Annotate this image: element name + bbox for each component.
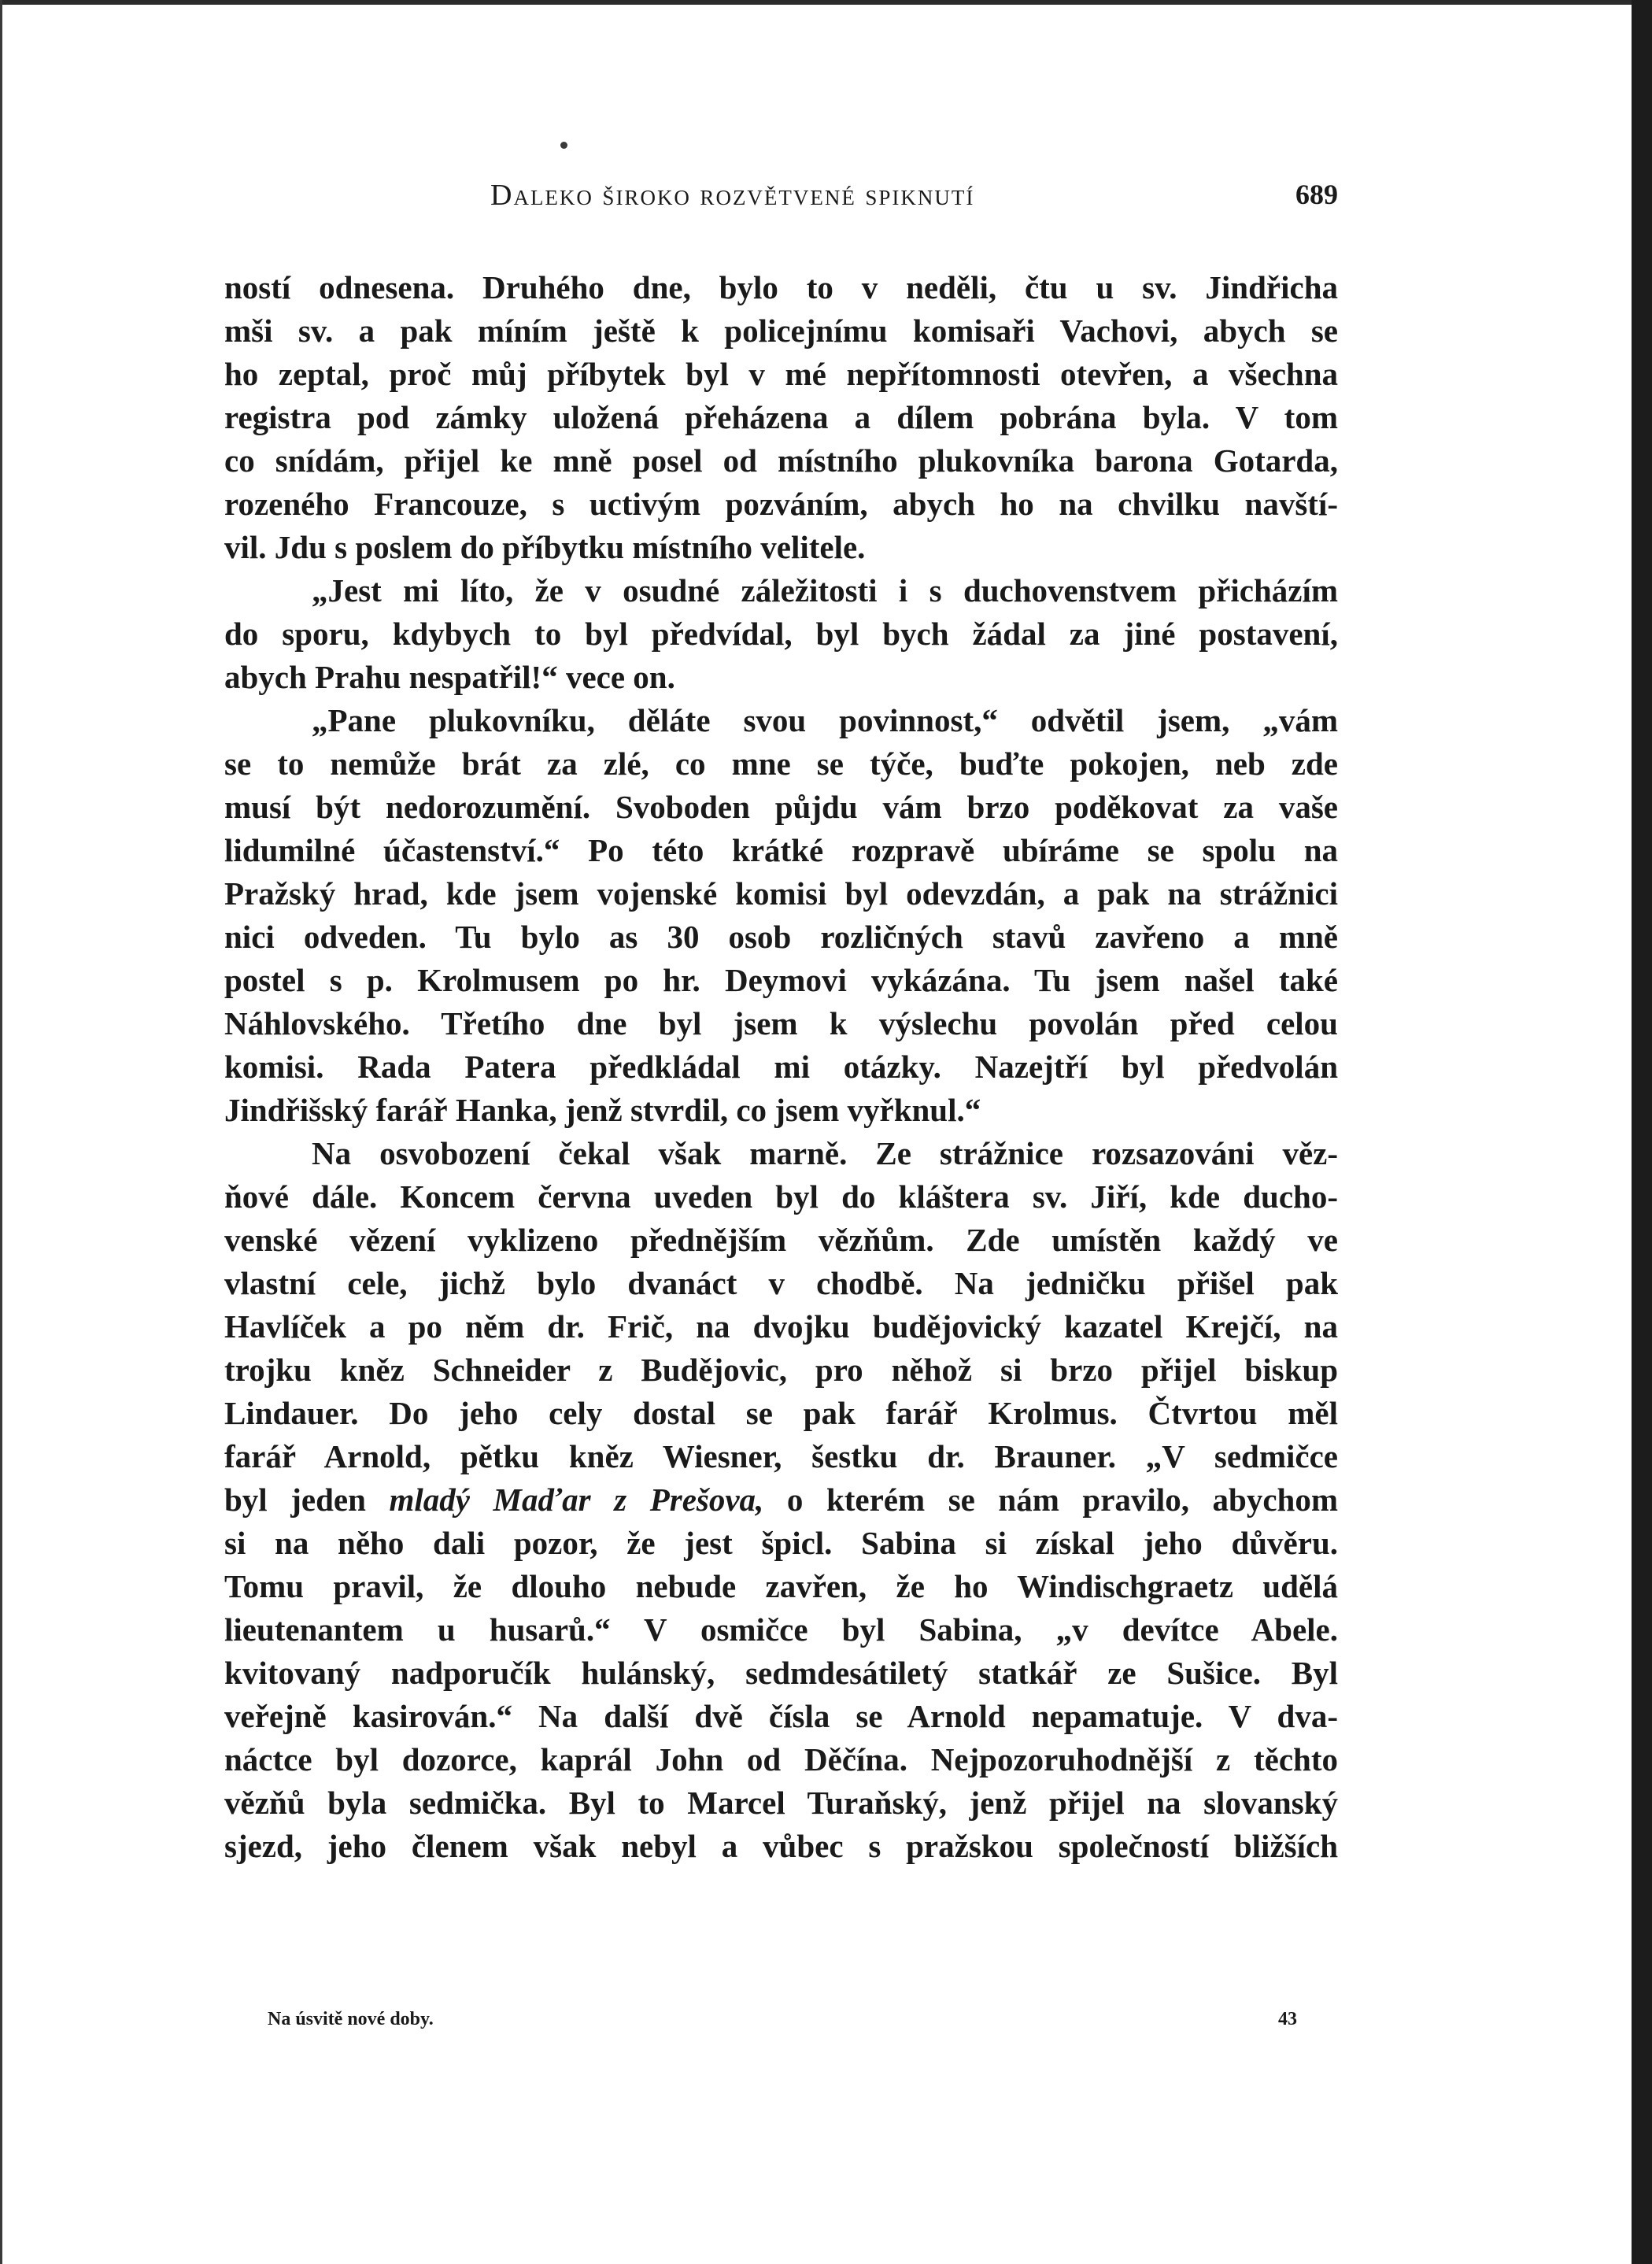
text-line: abych Prahu nespatřil!“ vece on. — [224, 659, 675, 695]
text-line: Náhlovského. Třetího dne byl jsem k výslechu povolán před celou — [224, 1005, 1338, 1041]
text-line: Tomu pravil, že dlouho nebude zavřen, že ho Windischgraetz udělá — [224, 1568, 1338, 1604]
running-head — [224, 178, 1338, 225]
text-line: registra pod zámky uložená přeházena a dílem pobrána byla. V tom — [224, 399, 1338, 435]
text-line: farář Arnold, pětku kněz Wiesner, šestku dr. Brauner. „V sedmičce — [224, 1438, 1338, 1474]
text-line: lieutenantem u husarů.“ V osmičce byl Sabina, „v devítce Abele. — [224, 1611, 1338, 1648]
text-line: rozeného Francouze, s uctivým pozváním, abych ho na chvilku navští- — [224, 486, 1338, 522]
text-line: ňové dále. Koncem června uveden byl do kláštera sv. Jiří, kde ducho- — [224, 1178, 1338, 1215]
text-line: veřejně kasirován.“ Na další dvě čísla se Arnold nepamatuje. V dva- — [224, 1698, 1338, 1734]
text-line: ho zeptal, proč můj příbytek byl v mé nepřítomnosti otevřen, a všechna — [224, 356, 1338, 392]
text-line: Na osvobození čekal však marně. Ze strážnice rozsazováni věz- — [312, 1135, 1338, 1171]
text-line: nici odveden. Tu bylo as 30 osob rozličných stavů zavřeno a mně — [224, 919, 1338, 955]
text-line: komisi. Rada Patera předkládal mi otázky. Nazejtří byl předvolán — [224, 1049, 1338, 1085]
page-number: 689 — [1295, 179, 1338, 210]
text-line: mši sv. a pak míním ještě k policejnímu komisaři Vachovi, abych se — [224, 313, 1338, 349]
text-line: vil. Jdu s poslem do příbytku místního velitele. — [224, 529, 866, 565]
text-line: postel s p. Krolmusem po hr. Deymovi vykázána. Tu jsem našel také — [224, 962, 1338, 998]
ink-dot-mark — [560, 142, 567, 149]
italic-phrase: mladý Maďar z Prešova, — [389, 1482, 764, 1518]
scan-border-top — [0, 0, 1652, 5]
body-text — [224, 266, 1338, 1868]
text-line: trojku kněz Schneider z Budějovic, pro něhož si brzo přijel biskup — [224, 1352, 1338, 1388]
text-line: kvitovaný nadporučík hulánský, sedmdesátiletý statkář ze Sušice. Byl — [224, 1655, 1338, 1691]
text-line: Pražský hrad, kde jsem vojenské komisi byl odevzdán, a pak na strážnici — [224, 875, 1338, 912]
scan-border-left — [0, 0, 2, 2264]
text-line: se to nemůže brát za zlé, co mne se týče, buďte pokojen, neb zde — [224, 745, 1338, 782]
text-line: Jindřišský farář Hanka, jenž stvrdil, co jsem vyřknul.“ — [224, 1092, 981, 1128]
signature-mark: 43 — [1278, 2009, 1297, 2029]
text-line-with-italic: byl jeden mladý Maďar z Prešova, o kterém se nám pravilo, abychom — [224, 1482, 1338, 1518]
page-footer — [268, 2009, 1297, 2040]
text-line: Lindauer. Do jeho cely dostal se pak farář Krolmus. Čtvrtou měl — [224, 1395, 1338, 1431]
text-line: „Jest mi líto, že v osudné záležitosti i s duchovenstvem přicházím — [312, 572, 1338, 609]
running-title: Daleko široko rozvětvené spiknutí — [490, 179, 975, 212]
text-line: „Pane plukovníku, děláte svou povinnost,“ odvětil jsem, „vám — [312, 702, 1338, 738]
text-line: vězňů byla sedmička. Byl to Marcel Turaňský, jenž přijel na slovanský — [224, 1785, 1338, 1821]
text-line: si na něho dali pozor, že jest špicl. Sabina si získal jeho důvěru. — [224, 1525, 1338, 1561]
text-line: co snídám, přijel ke mně posel od místního plukovníka barona Gotarda, — [224, 442, 1338, 479]
scan-border-right — [1632, 0, 1652, 2264]
text-line: do sporu, kdybych to byl předvídal, byl bych žádal za jiné postavení, — [224, 616, 1338, 652]
text-line: vlastní cele, jichž bylo dvanáct v chodbě. Na jedničku přišel pak — [224, 1265, 1338, 1301]
text-line: sjezd, jeho členem však nebyl a vůbec s pražskou společností bližších — [224, 1828, 1338, 1864]
text-line: musí být nedorozumění. Svoboden půjdu vám brzo poděkovat za vaše — [224, 789, 1338, 825]
text-line: náctce byl dozorce, kaprál John od Děčína. Nejpozoruhodnější z těchto — [224, 1741, 1338, 1778]
text-line: venské vězení vyklizeno přednějším vězňům. Zde umístěn každý ve — [224, 1222, 1338, 1258]
text-line: Havlíček a po něm dr. Frič, na dvojku budějovický kazatel Krejčí, na — [224, 1308, 1338, 1345]
text-line: ností odnesena. Druhého dne, bylo to v neděli, čtu u sv. Jindřicha — [224, 269, 1338, 305]
footer-book-title: Na úsvitě nové doby. — [268, 2009, 434, 2029]
text-line: lidumilné účastenství.“ Po této krátké rozpravě ubíráme se spolu na — [224, 832, 1338, 868]
